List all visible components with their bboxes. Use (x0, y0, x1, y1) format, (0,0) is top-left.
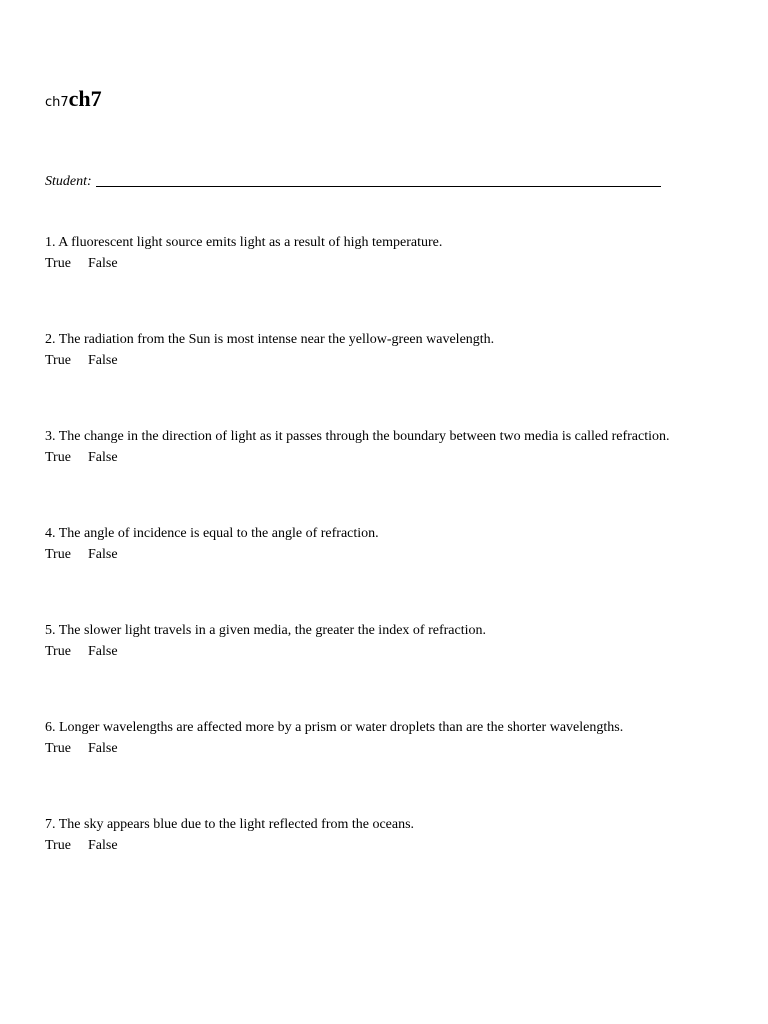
question-text: 4. The angle of incidence is equal to the angle of refraction. (45, 526, 379, 541)
answer-options (45, 350, 494, 371)
question-text: 5. The slower light travels in a given media, the greater the index of refraction. (45, 623, 486, 638)
question-4 (45, 523, 379, 565)
answer-options (45, 738, 623, 759)
student-field (45, 172, 661, 190)
option-false[interactable]: False (88, 256, 118, 271)
question-text: 7. The sky appears blue due to the light reflected from the oceans. (45, 817, 415, 832)
question-6 (45, 717, 623, 759)
question-3 (45, 426, 670, 468)
question-text: 3. The change in the direction of light as it passes through the boundary between two media is called refraction. (45, 429, 670, 444)
option-true[interactable]: True (45, 644, 71, 659)
option-false[interactable]: False (88, 547, 118, 562)
answer-options (45, 253, 442, 274)
option-true[interactable]: True (45, 547, 71, 562)
title-small: ch7 (45, 95, 69, 110)
option-false[interactable]: False (88, 838, 118, 853)
answer-options (45, 544, 379, 565)
question-2 (45, 329, 494, 371)
title-large: ch7 (68, 86, 102, 111)
option-false[interactable]: False (88, 450, 118, 465)
option-true[interactable]: True (45, 353, 71, 368)
page-title (45, 86, 102, 112)
question-text: 1. A fluorescent light source emits light as a result of high temperature. (45, 235, 443, 250)
student-name-blank[interactable] (96, 172, 661, 187)
question-7 (45, 814, 414, 856)
question-1 (45, 232, 442, 274)
option-false[interactable]: False (88, 741, 118, 756)
option-true[interactable]: True (45, 256, 71, 271)
option-true[interactable]: True (45, 450, 71, 465)
option-false[interactable]: False (88, 353, 118, 368)
option-false[interactable]: False (88, 644, 118, 659)
student-label: Student: (45, 174, 92, 189)
answer-options (45, 641, 486, 662)
question-text: 2. The radiation from the Sun is most intense near the yellow-green wavelength. (45, 332, 495, 347)
answer-options (45, 835, 414, 856)
answer-options (45, 447, 670, 468)
option-true[interactable]: True (45, 838, 71, 853)
question-text: 6. Longer wavelengths are affected more by a prism or water droplets than are the shorter wavelengths. (45, 720, 624, 735)
question-5 (45, 620, 486, 662)
option-true[interactable]: True (45, 741, 71, 756)
